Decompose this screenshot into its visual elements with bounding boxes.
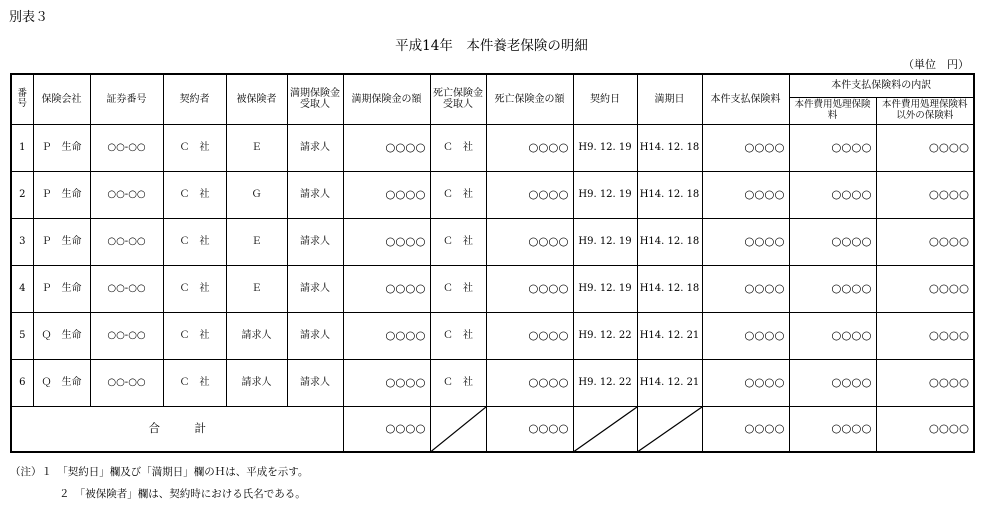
- cell-maturity-recipient: 請求人: [287, 312, 343, 359]
- cell-insured: Ｅ: [226, 218, 287, 265]
- header-contractor: 契約者: [163, 74, 226, 124]
- header-maturity-date: 満期日: [637, 74, 702, 124]
- cell-breakdown-b: ○○○○: [876, 218, 974, 265]
- cell-insured: Ｅ: [226, 124, 287, 171]
- diagonal-line: [431, 407, 486, 452]
- cell-breakdown-b: ○○○○: [876, 171, 974, 218]
- cell-maturity-amount: ○○○○: [343, 312, 430, 359]
- cell-maturity-amount: ○○○○: [343, 359, 430, 406]
- total-premium: ○○○○: [702, 406, 789, 452]
- cell-premium: ○○○○: [702, 359, 789, 406]
- cell-insured: 請求人: [226, 312, 287, 359]
- cell-maturity-amount: ○○○○: [343, 218, 430, 265]
- table-row: [11, 359, 974, 406]
- cell-no: 3: [11, 218, 33, 265]
- cell-maturity-amount: ○○○○: [343, 265, 430, 312]
- cell-contract-date: H9. 12. 22: [573, 359, 637, 406]
- cell-death-amount: ○○○○: [486, 171, 573, 218]
- header-breakdown: 本件支払保険料の内訳: [789, 74, 974, 97]
- cell-no: 4: [11, 265, 33, 312]
- diagonal-line: [638, 407, 702, 452]
- cell-insured: Ｇ: [226, 171, 287, 218]
- header-company: 保険会社: [33, 74, 90, 124]
- empty-diagonal-cell: [430, 406, 486, 452]
- cell-maturity-recipient: 請求人: [287, 359, 343, 406]
- diagonal-line: [574, 407, 637, 452]
- cell-breakdown-a: ○○○○: [789, 171, 876, 218]
- cell-cert: ○○-○○: [90, 312, 163, 359]
- header-no: 番号: [11, 74, 33, 124]
- cell-company: Ｐ 生命: [33, 218, 90, 265]
- empty-diagonal-cell: [637, 406, 702, 452]
- cell-breakdown-a: ○○○○: [789, 218, 876, 265]
- cell-death-recipient: Ｃ 社: [430, 265, 486, 312]
- insurance-table: [10, 73, 975, 453]
- cell-contract-date: H9. 12. 22: [573, 312, 637, 359]
- empty-diagonal-cell: [573, 406, 637, 452]
- cell-contractor: Ｃ 社: [163, 312, 226, 359]
- cell-no: 5: [11, 312, 33, 359]
- total-death-amount: ○○○○: [486, 406, 573, 452]
- cell-contractor: Ｃ 社: [163, 124, 226, 171]
- header-cert: 証券番号: [90, 74, 163, 124]
- cell-maturity-recipient: 請求人: [287, 124, 343, 171]
- cell-company: Ｐ 生命: [33, 124, 90, 171]
- total-breakdown-a: ○○○○: [789, 406, 876, 452]
- cell-contractor: Ｃ 社: [163, 265, 226, 312]
- cell-death-recipient: Ｃ 社: [430, 359, 486, 406]
- cell-death-recipient: Ｃ 社: [430, 171, 486, 218]
- cell-company: Ｐ 生命: [33, 265, 90, 312]
- cell-breakdown-b: ○○○○: [876, 312, 974, 359]
- cell-contract-date: H9. 12. 19: [573, 171, 637, 218]
- cell-maturity-date: H14. 12. 21: [637, 359, 702, 406]
- cell-no: 1: [11, 124, 33, 171]
- unit-label: （単位 円）: [903, 58, 969, 71]
- cell-cert: ○○-○○: [90, 218, 163, 265]
- cell-maturity-date: H14. 12. 18: [637, 218, 702, 265]
- cell-breakdown-b: ○○○○: [876, 124, 974, 171]
- cell-maturity-amount: ○○○○: [343, 124, 430, 171]
- cell-death-amount: ○○○○: [486, 359, 573, 406]
- cell-contract-date: H9. 12. 19: [573, 265, 637, 312]
- cell-breakdown-a: ○○○○: [789, 265, 876, 312]
- header-maturity-amount: 満期保険金の額: [343, 74, 430, 124]
- notes: [10, 461, 308, 505]
- cell-contractor: Ｃ 社: [163, 359, 226, 406]
- cell-premium: ○○○○: [702, 265, 789, 312]
- cell-death-amount: ○○○○: [486, 218, 573, 265]
- cell-maturity-recipient: 請求人: [287, 265, 343, 312]
- note-1: （注）１ 「契約日」欄及び「満期日」欄のＨは、平成を示す。: [10, 466, 309, 478]
- total-label: 合 計: [11, 406, 343, 452]
- total-breakdown-b: ○○○○: [876, 406, 974, 452]
- cell-maturity-date: H14. 12. 18: [637, 171, 702, 218]
- cell-premium: ○○○○: [702, 124, 789, 171]
- table-row: [11, 312, 974, 359]
- cell-breakdown-b: ○○○○: [876, 359, 974, 406]
- table-row: [11, 265, 974, 312]
- table-row: [11, 218, 974, 265]
- cell-death-amount: ○○○○: [486, 265, 573, 312]
- cell-maturity-amount: ○○○○: [343, 171, 430, 218]
- cell-breakdown-a: ○○○○: [789, 124, 876, 171]
- page-title: 平成14年 本件養老保険の明細: [395, 38, 588, 54]
- cell-contract-date: H9. 12. 19: [573, 218, 637, 265]
- cell-cert: ○○-○○: [90, 124, 163, 171]
- cell-contractor: Ｃ 社: [163, 171, 226, 218]
- cell-no: 2: [11, 171, 33, 218]
- cell-contractor: Ｃ 社: [163, 218, 226, 265]
- cell-death-amount: ○○○○: [486, 124, 573, 171]
- table-row: [11, 124, 974, 171]
- cell-breakdown-a: ○○○○: [789, 312, 876, 359]
- cell-death-recipient: Ｃ 社: [430, 312, 486, 359]
- cell-no: 6: [11, 359, 33, 406]
- total-maturity-amount: ○○○○: [343, 406, 430, 452]
- header-death-amount: 死亡保険金の額: [486, 74, 573, 124]
- header-breakdown-b: 本件費用処理保険料以外の保険料: [876, 97, 974, 124]
- cell-maturity-date: H14. 12. 21: [637, 312, 702, 359]
- cell-premium: ○○○○: [702, 218, 789, 265]
- table-row: [11, 171, 974, 218]
- cell-company: Ｑ 生命: [33, 312, 90, 359]
- header-breakdown-a: 本件費用処理保険料: [789, 97, 876, 124]
- header-insured: 被保険者: [226, 74, 287, 124]
- cell-cert: ○○-○○: [90, 359, 163, 406]
- cell-breakdown-b: ○○○○: [876, 265, 974, 312]
- document-label: 別表３: [9, 10, 49, 25]
- cell-maturity-date: H14. 12. 18: [637, 265, 702, 312]
- cell-maturity-date: H14. 12. 18: [637, 124, 702, 171]
- header-premium: 本件支払保険料: [702, 74, 789, 124]
- cell-death-recipient: Ｃ 社: [430, 218, 486, 265]
- cell-breakdown-a: ○○○○: [789, 359, 876, 406]
- cell-insured: 請求人: [226, 359, 287, 406]
- cell-company: Ｑ 生命: [33, 359, 90, 406]
- header-maturity-recipient: 満期保険金受取人: [287, 74, 343, 124]
- cell-maturity-recipient: 請求人: [287, 218, 343, 265]
- cell-death-recipient: Ｃ 社: [430, 124, 486, 171]
- cell-premium: ○○○○: [702, 312, 789, 359]
- header-death-recipient: 死亡保険金受取人: [430, 74, 486, 124]
- total-row: [11, 406, 974, 452]
- cell-premium: ○○○○: [702, 171, 789, 218]
- note-2: ２ 「被保険者」欄は、契約時における氏名である。: [59, 488, 306, 500]
- header-contract-date: 契約日: [573, 74, 637, 124]
- cell-company: Ｐ 生命: [33, 171, 90, 218]
- cell-contract-date: H9. 12. 19: [573, 124, 637, 171]
- cell-maturity-recipient: 請求人: [287, 171, 343, 218]
- cell-death-amount: ○○○○: [486, 312, 573, 359]
- cell-insured: Ｅ: [226, 265, 287, 312]
- cell-cert: ○○-○○: [90, 171, 163, 218]
- cell-cert: ○○-○○: [90, 265, 163, 312]
